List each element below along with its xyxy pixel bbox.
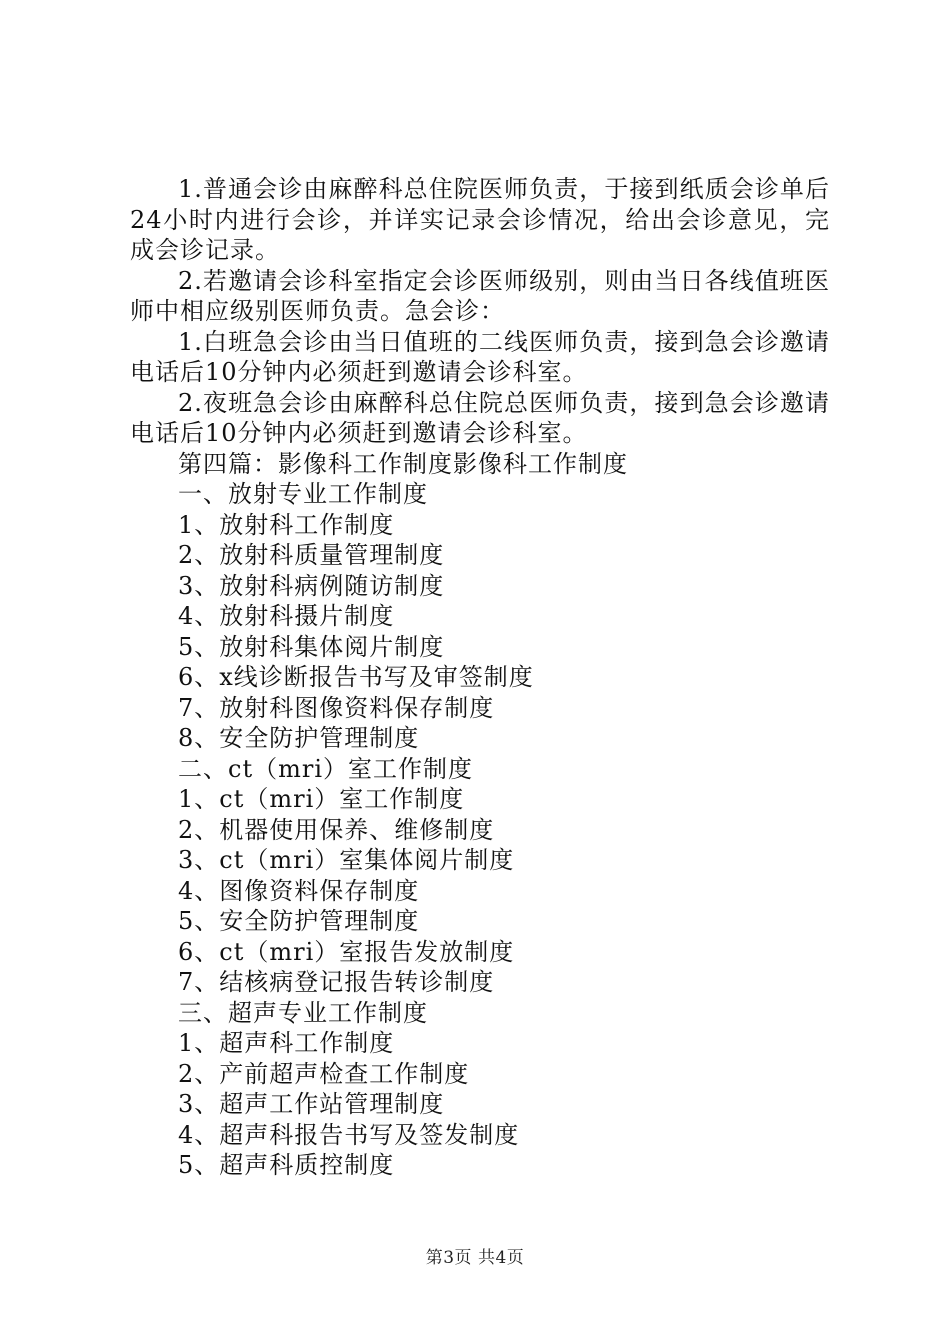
list-heading-ultrasound: 三、超声专业工作制度	[178, 998, 428, 1027]
list-item: 3、放射科病例随访制度	[178, 571, 445, 600]
list-item: 3、ct（mri）室集体阅片制度	[178, 846, 515, 874]
list-item: 1、ct（mri）室工作制度	[178, 785, 465, 813]
list-item: 6、ct（mri）室报告发放制度	[178, 937, 515, 966]
list-item: 1、超声科工作制度	[178, 1029, 395, 1057]
list-item: 5、放射科集体阅片制度	[178, 632, 445, 661]
list-item: 6、x线诊断报告书写及审签制度	[178, 663, 534, 691]
list-item: 2、放射科质量管理制度	[178, 541, 445, 569]
list-item: 5、超声科质控制度	[178, 1151, 395, 1179]
list-item: 3、超声工作站管理制度	[178, 1090, 445, 1118]
list-item: 4、图像资料保存制度	[178, 876, 420, 905]
page-number-footer: 第3页 共4页	[425, 1248, 525, 1268]
paragraph-night-emergency: 2.夜班急会诊由麻醉科总住院总医师负责，接到急会诊邀请电话后10分钟内必须赶到邀请会诊科室。	[130, 388, 830, 447]
section-title: 第四篇：影像科工作制度影像科工作制度	[178, 449, 628, 478]
list-item: 4、超声科报告书写及签发制度	[178, 1120, 520, 1149]
paragraph-designated-level: 2.若邀请会诊科室指定会诊医师级别，则由当日各线值班医师中相应级别医师负责。急会诊：	[130, 266, 830, 325]
document-body	[130, 174, 830, 1181]
paragraph-routine-consult: 1.普通会诊由麻醉科总住院医师负责，于接到纸质会诊单后24小时内进行会诊，并详实记录会诊情况，给出会诊意见，完成会诊记录。	[130, 175, 830, 264]
list-item: 8、安全防护管理制度	[178, 724, 420, 752]
list-item: 5、安全防护管理制度	[178, 907, 420, 935]
list-item: 7、放射科图像资料保存制度	[178, 693, 495, 722]
list-item: 4、放射科摄片制度	[178, 602, 395, 630]
list-item: 2、机器使用保养、维修制度	[178, 815, 495, 844]
list-item: 7、结核病登记报告转诊制度	[178, 968, 495, 996]
list-heading-radiology: 一、放射专业工作制度	[178, 480, 428, 508]
paragraph-day-emergency: 1.白班急会诊由当日值班的二线医师负责，接到急会诊邀请电话后10分钟内必须赶到邀请会诊科室。	[130, 327, 830, 386]
list-heading-ct-mri: 二、ct（mri）室工作制度	[178, 754, 473, 783]
list-item: 1、放射科工作制度	[178, 510, 395, 539]
list-item: 2、产前超声检查工作制度	[178, 1059, 470, 1088]
